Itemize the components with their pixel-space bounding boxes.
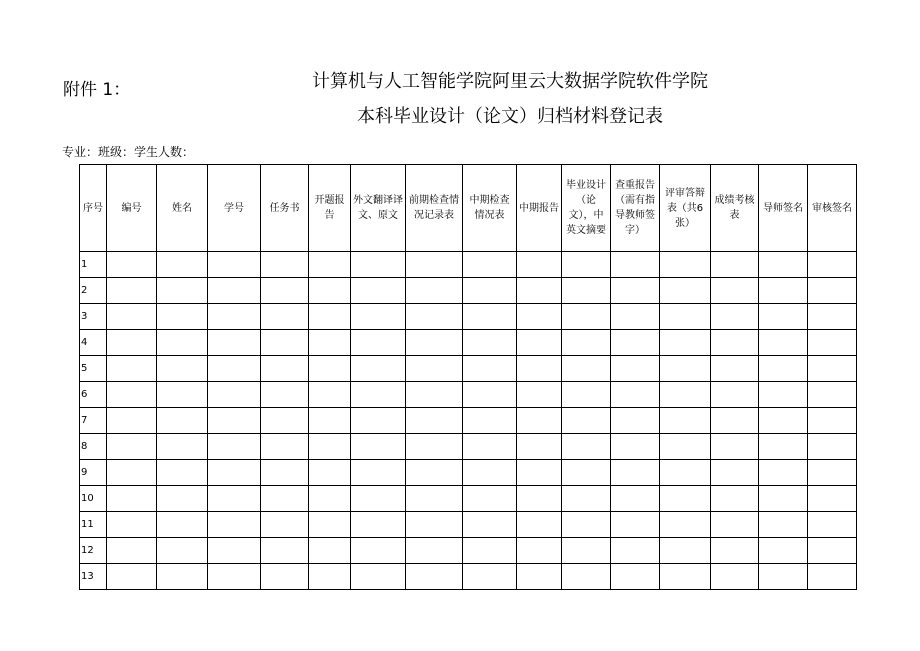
table-cell[interactable] bbox=[406, 356, 463, 382]
table-cell[interactable] bbox=[261, 382, 309, 408]
table-row bbox=[80, 460, 857, 486]
table-cell[interactable] bbox=[351, 304, 406, 330]
table-cell[interactable] bbox=[208, 512, 261, 538]
table-cell[interactable] bbox=[351, 330, 406, 356]
table-cell[interactable] bbox=[208, 538, 261, 564]
table-cell[interactable] bbox=[463, 304, 517, 330]
row-number: 3 bbox=[80, 304, 107, 330]
table-cell[interactable] bbox=[208, 486, 261, 512]
table-row bbox=[80, 304, 857, 330]
table-cell[interactable] bbox=[309, 252, 351, 278]
table-cell[interactable] bbox=[562, 330, 611, 356]
row-number: 13 bbox=[80, 564, 107, 590]
table-cell[interactable] bbox=[309, 330, 351, 356]
table-cell[interactable] bbox=[517, 486, 562, 512]
table-cell[interactable] bbox=[759, 304, 808, 330]
table-cell[interactable] bbox=[517, 460, 562, 486]
table-cell[interactable] bbox=[261, 564, 309, 590]
table-cell[interactable] bbox=[157, 486, 208, 512]
table-row bbox=[80, 252, 857, 278]
table-cell[interactable] bbox=[208, 460, 261, 486]
table-cell[interactable] bbox=[711, 278, 759, 304]
table-cell[interactable] bbox=[517, 278, 562, 304]
table-cell[interactable] bbox=[562, 356, 611, 382]
column-header-grade-assessment: 成绩考核表 bbox=[711, 165, 759, 252]
table-cell[interactable] bbox=[261, 252, 309, 278]
table-cell[interactable] bbox=[759, 434, 808, 460]
table-cell[interactable] bbox=[517, 356, 562, 382]
table-cell[interactable] bbox=[351, 564, 406, 590]
table-cell[interactable] bbox=[660, 252, 711, 278]
table-cell[interactable] bbox=[309, 512, 351, 538]
table-cell[interactable] bbox=[808, 460, 857, 486]
table-cell[interactable] bbox=[309, 408, 351, 434]
row-number: 6 bbox=[80, 382, 107, 408]
row-number: 11 bbox=[80, 512, 107, 538]
table-cell[interactable] bbox=[808, 304, 857, 330]
table-cell[interactable] bbox=[759, 460, 808, 486]
table-cell[interactable] bbox=[107, 486, 157, 512]
table-cell[interactable] bbox=[808, 408, 857, 434]
page-title-line-1: 计算机与人工智能学院阿里云大数据学院软件学院 bbox=[312, 71, 708, 92]
table-cell[interactable] bbox=[759, 408, 808, 434]
table-cell[interactable] bbox=[208, 408, 261, 434]
table-cell[interactable] bbox=[611, 512, 660, 538]
table-cell[interactable] bbox=[351, 512, 406, 538]
table-header-row bbox=[80, 165, 857, 252]
table-cell[interactable] bbox=[157, 304, 208, 330]
table-cell[interactable] bbox=[463, 252, 517, 278]
meta-info-line: 专业：班级：学生人数： bbox=[62, 145, 195, 159]
table-cell[interactable] bbox=[759, 330, 808, 356]
table-cell[interactable] bbox=[808, 356, 857, 382]
table-cell[interactable] bbox=[107, 538, 157, 564]
table-cell[interactable] bbox=[711, 330, 759, 356]
column-header-code: 编号 bbox=[107, 165, 157, 252]
table-cell[interactable] bbox=[406, 330, 463, 356]
archive-registration-table bbox=[79, 164, 857, 590]
row-number: 5 bbox=[80, 356, 107, 382]
table-cell[interactable] bbox=[808, 538, 857, 564]
table-cell[interactable] bbox=[157, 538, 208, 564]
row-number: 9 bbox=[80, 460, 107, 486]
table-cell[interactable] bbox=[463, 538, 517, 564]
table-cell[interactable] bbox=[562, 304, 611, 330]
table-cell[interactable] bbox=[711, 512, 759, 538]
table-cell[interactable] bbox=[611, 564, 660, 590]
table-cell[interactable] bbox=[562, 512, 611, 538]
table-cell[interactable] bbox=[157, 408, 208, 434]
table-cell[interactable] bbox=[463, 460, 517, 486]
table-cell[interactable] bbox=[808, 382, 857, 408]
column-header-early-check-record: 前期检查情况记录表 bbox=[406, 165, 463, 252]
table-cell[interactable] bbox=[208, 304, 261, 330]
table-cell[interactable] bbox=[208, 330, 261, 356]
table-cell[interactable] bbox=[562, 564, 611, 590]
table-cell[interactable] bbox=[309, 486, 351, 512]
row-number: 4 bbox=[80, 330, 107, 356]
table-cell[interactable] bbox=[261, 434, 309, 460]
table-cell[interactable] bbox=[107, 278, 157, 304]
table-cell[interactable] bbox=[351, 278, 406, 304]
column-header-plagiarism-report: 查重报告（需有指导教师签字） bbox=[611, 165, 660, 252]
row-number: 8 bbox=[80, 434, 107, 460]
table-cell[interactable] bbox=[406, 252, 463, 278]
table-cell[interactable] bbox=[611, 278, 660, 304]
row-number: 7 bbox=[80, 408, 107, 434]
table-cell[interactable] bbox=[157, 278, 208, 304]
table-cell[interactable] bbox=[759, 564, 808, 590]
table-cell[interactable] bbox=[611, 486, 660, 512]
table-cell[interactable] bbox=[208, 252, 261, 278]
table-cell[interactable] bbox=[261, 512, 309, 538]
table-cell[interactable] bbox=[660, 512, 711, 538]
table-cell[interactable] bbox=[351, 382, 406, 408]
table-cell[interactable] bbox=[463, 382, 517, 408]
table-cell[interactable] bbox=[759, 382, 808, 408]
table-cell[interactable] bbox=[517, 434, 562, 460]
table-cell[interactable] bbox=[517, 408, 562, 434]
column-header-assignment: 任务书 bbox=[261, 165, 309, 252]
row-number: 1 bbox=[80, 252, 107, 278]
table-cell[interactable] bbox=[711, 486, 759, 512]
table-cell[interactable] bbox=[759, 252, 808, 278]
table-cell[interactable] bbox=[660, 330, 711, 356]
table-cell[interactable] bbox=[463, 434, 517, 460]
table-cell[interactable] bbox=[611, 356, 660, 382]
table-row bbox=[80, 538, 857, 564]
table-cell[interactable] bbox=[157, 382, 208, 408]
table-cell[interactable] bbox=[562, 486, 611, 512]
table-cell[interactable] bbox=[660, 434, 711, 460]
table-cell[interactable] bbox=[406, 486, 463, 512]
table-cell[interactable] bbox=[208, 564, 261, 590]
table-cell[interactable] bbox=[157, 434, 208, 460]
table-cell[interactable] bbox=[759, 356, 808, 382]
table-cell[interactable] bbox=[517, 564, 562, 590]
table-cell[interactable] bbox=[711, 408, 759, 434]
table-cell[interactable] bbox=[157, 512, 208, 538]
table-cell[interactable] bbox=[808, 330, 857, 356]
table-cell[interactable] bbox=[463, 512, 517, 538]
table-cell[interactable] bbox=[107, 460, 157, 486]
table-cell[interactable] bbox=[611, 304, 660, 330]
table-cell[interactable] bbox=[351, 252, 406, 278]
row-number: 10 bbox=[80, 486, 107, 512]
table-cell[interactable] bbox=[463, 564, 517, 590]
table-cell[interactable] bbox=[711, 460, 759, 486]
table-cell[interactable] bbox=[660, 564, 711, 590]
table-cell[interactable] bbox=[660, 356, 711, 382]
table-cell[interactable] bbox=[107, 304, 157, 330]
table-cell[interactable] bbox=[107, 512, 157, 538]
table-cell[interactable] bbox=[759, 486, 808, 512]
table-cell[interactable] bbox=[107, 434, 157, 460]
table-cell[interactable] bbox=[562, 538, 611, 564]
table-cell[interactable] bbox=[157, 252, 208, 278]
table-cell[interactable] bbox=[711, 382, 759, 408]
table-cell[interactable] bbox=[261, 408, 309, 434]
table-cell[interactable] bbox=[261, 356, 309, 382]
table-cell[interactable] bbox=[517, 304, 562, 330]
column-header-name: 姓名 bbox=[157, 165, 208, 252]
table-cell[interactable] bbox=[406, 278, 463, 304]
table-cell[interactable] bbox=[808, 564, 857, 590]
table-cell[interactable] bbox=[463, 278, 517, 304]
table-cell[interactable] bbox=[517, 538, 562, 564]
table-cell[interactable] bbox=[759, 538, 808, 564]
table-cell[interactable] bbox=[309, 538, 351, 564]
column-header-foreign-translation: 外文翻译译文、原文 bbox=[351, 165, 406, 252]
table-cell[interactable] bbox=[711, 538, 759, 564]
table-cell[interactable] bbox=[711, 304, 759, 330]
table-cell[interactable] bbox=[208, 356, 261, 382]
table-cell[interactable] bbox=[759, 512, 808, 538]
table-cell[interactable] bbox=[208, 434, 261, 460]
column-header-thesis-abstract: 毕业设计（论文），中英文摘要 bbox=[562, 165, 611, 252]
table-cell[interactable] bbox=[660, 460, 711, 486]
table-cell[interactable] bbox=[309, 382, 351, 408]
table-cell[interactable] bbox=[309, 278, 351, 304]
table-cell[interactable] bbox=[351, 538, 406, 564]
table-cell[interactable] bbox=[261, 278, 309, 304]
table-cell[interactable] bbox=[406, 382, 463, 408]
table-cell[interactable] bbox=[261, 538, 309, 564]
table-row bbox=[80, 486, 857, 512]
table-cell[interactable] bbox=[463, 408, 517, 434]
table-row bbox=[80, 356, 857, 382]
row-number: 12 bbox=[80, 538, 107, 564]
page-title-line-2: 本科毕业设计（论文）归档材料登记表 bbox=[357, 106, 663, 127]
table-cell[interactable] bbox=[808, 434, 857, 460]
table-cell[interactable] bbox=[660, 538, 711, 564]
table-cell[interactable] bbox=[660, 382, 711, 408]
table-row bbox=[80, 564, 857, 590]
table-cell[interactable] bbox=[406, 538, 463, 564]
table-cell[interactable] bbox=[711, 356, 759, 382]
table-cell[interactable] bbox=[406, 434, 463, 460]
table-cell[interactable] bbox=[611, 460, 660, 486]
column-header-reviewer-signature: 审核签名 bbox=[808, 165, 857, 252]
table-cell[interactable] bbox=[261, 486, 309, 512]
table-cell[interactable] bbox=[517, 330, 562, 356]
table-row bbox=[80, 330, 857, 356]
table-cell[interactable] bbox=[406, 408, 463, 434]
table-cell[interactable] bbox=[463, 486, 517, 512]
table-row bbox=[80, 408, 857, 434]
table-cell[interactable] bbox=[808, 486, 857, 512]
table-row bbox=[80, 278, 857, 304]
table-cell[interactable] bbox=[107, 330, 157, 356]
table-row bbox=[80, 512, 857, 538]
table-cell[interactable] bbox=[208, 382, 261, 408]
table-cell[interactable] bbox=[611, 330, 660, 356]
table-cell[interactable] bbox=[157, 460, 208, 486]
column-header-student-id: 学号 bbox=[208, 165, 261, 252]
table-cell[interactable] bbox=[157, 564, 208, 590]
table-cell[interactable] bbox=[611, 382, 660, 408]
column-header-proposal-report: 开题报告 bbox=[309, 165, 351, 252]
table-cell[interactable] bbox=[808, 512, 857, 538]
table-cell[interactable] bbox=[463, 356, 517, 382]
table-cell[interactable] bbox=[351, 434, 406, 460]
table-cell[interactable] bbox=[107, 382, 157, 408]
row-number: 2 bbox=[80, 278, 107, 304]
table-cell[interactable] bbox=[107, 356, 157, 382]
table-cell[interactable] bbox=[351, 486, 406, 512]
table-cell[interactable] bbox=[309, 460, 351, 486]
table-cell[interactable] bbox=[107, 564, 157, 590]
table-cell[interactable] bbox=[562, 408, 611, 434]
table-cell[interactable] bbox=[107, 252, 157, 278]
table-cell[interactable] bbox=[808, 278, 857, 304]
table-cell[interactable] bbox=[107, 408, 157, 434]
table-cell[interactable] bbox=[406, 512, 463, 538]
table-cell[interactable] bbox=[261, 330, 309, 356]
table-cell[interactable] bbox=[517, 382, 562, 408]
table-cell[interactable] bbox=[517, 252, 562, 278]
table-cell[interactable] bbox=[611, 252, 660, 278]
column-header-serial: 序号 bbox=[80, 165, 107, 252]
table-cell[interactable] bbox=[406, 460, 463, 486]
table-cell[interactable] bbox=[351, 408, 406, 434]
table-cell[interactable] bbox=[711, 564, 759, 590]
table-cell[interactable] bbox=[351, 460, 406, 486]
table-cell[interactable] bbox=[660, 278, 711, 304]
table-cell[interactable] bbox=[517, 512, 562, 538]
table-cell[interactable] bbox=[660, 408, 711, 434]
table-row bbox=[80, 434, 857, 460]
table-cell[interactable] bbox=[157, 330, 208, 356]
table-cell[interactable] bbox=[309, 434, 351, 460]
column-header-defense-review: 评审答辩表（共6张） bbox=[660, 165, 711, 252]
table-cell[interactable] bbox=[759, 278, 808, 304]
table-cell[interactable] bbox=[660, 304, 711, 330]
table-cell[interactable] bbox=[157, 356, 208, 382]
table-cell[interactable] bbox=[711, 252, 759, 278]
table-cell[interactable] bbox=[463, 330, 517, 356]
column-header-midterm-check: 中期检查情况表 bbox=[463, 165, 517, 252]
column-header-midterm-report: 中期报告 bbox=[517, 165, 562, 252]
table-cell[interactable] bbox=[406, 304, 463, 330]
table-cell[interactable] bbox=[261, 460, 309, 486]
table-cell[interactable] bbox=[309, 356, 351, 382]
table-cell[interactable] bbox=[562, 382, 611, 408]
table-cell[interactable] bbox=[562, 460, 611, 486]
table-cell[interactable] bbox=[261, 304, 309, 330]
table-cell[interactable] bbox=[309, 304, 351, 330]
table-cell[interactable] bbox=[562, 278, 611, 304]
table-cell[interactable] bbox=[808, 252, 857, 278]
table-row bbox=[80, 382, 857, 408]
table-cell[interactable] bbox=[309, 564, 351, 590]
column-header-advisor-signature: 导师签名 bbox=[759, 165, 808, 252]
table-cell[interactable] bbox=[208, 278, 261, 304]
table-cell[interactable] bbox=[562, 434, 611, 460]
table-cell[interactable] bbox=[611, 538, 660, 564]
table-cell[interactable] bbox=[351, 356, 406, 382]
table-cell[interactable] bbox=[406, 564, 463, 590]
table-cell[interactable] bbox=[562, 252, 611, 278]
attachment-label: 附件 1： bbox=[63, 80, 131, 100]
table-cell[interactable] bbox=[611, 434, 660, 460]
table-cell[interactable] bbox=[611, 408, 660, 434]
table-cell[interactable] bbox=[711, 434, 759, 460]
table-cell[interactable] bbox=[660, 486, 711, 512]
